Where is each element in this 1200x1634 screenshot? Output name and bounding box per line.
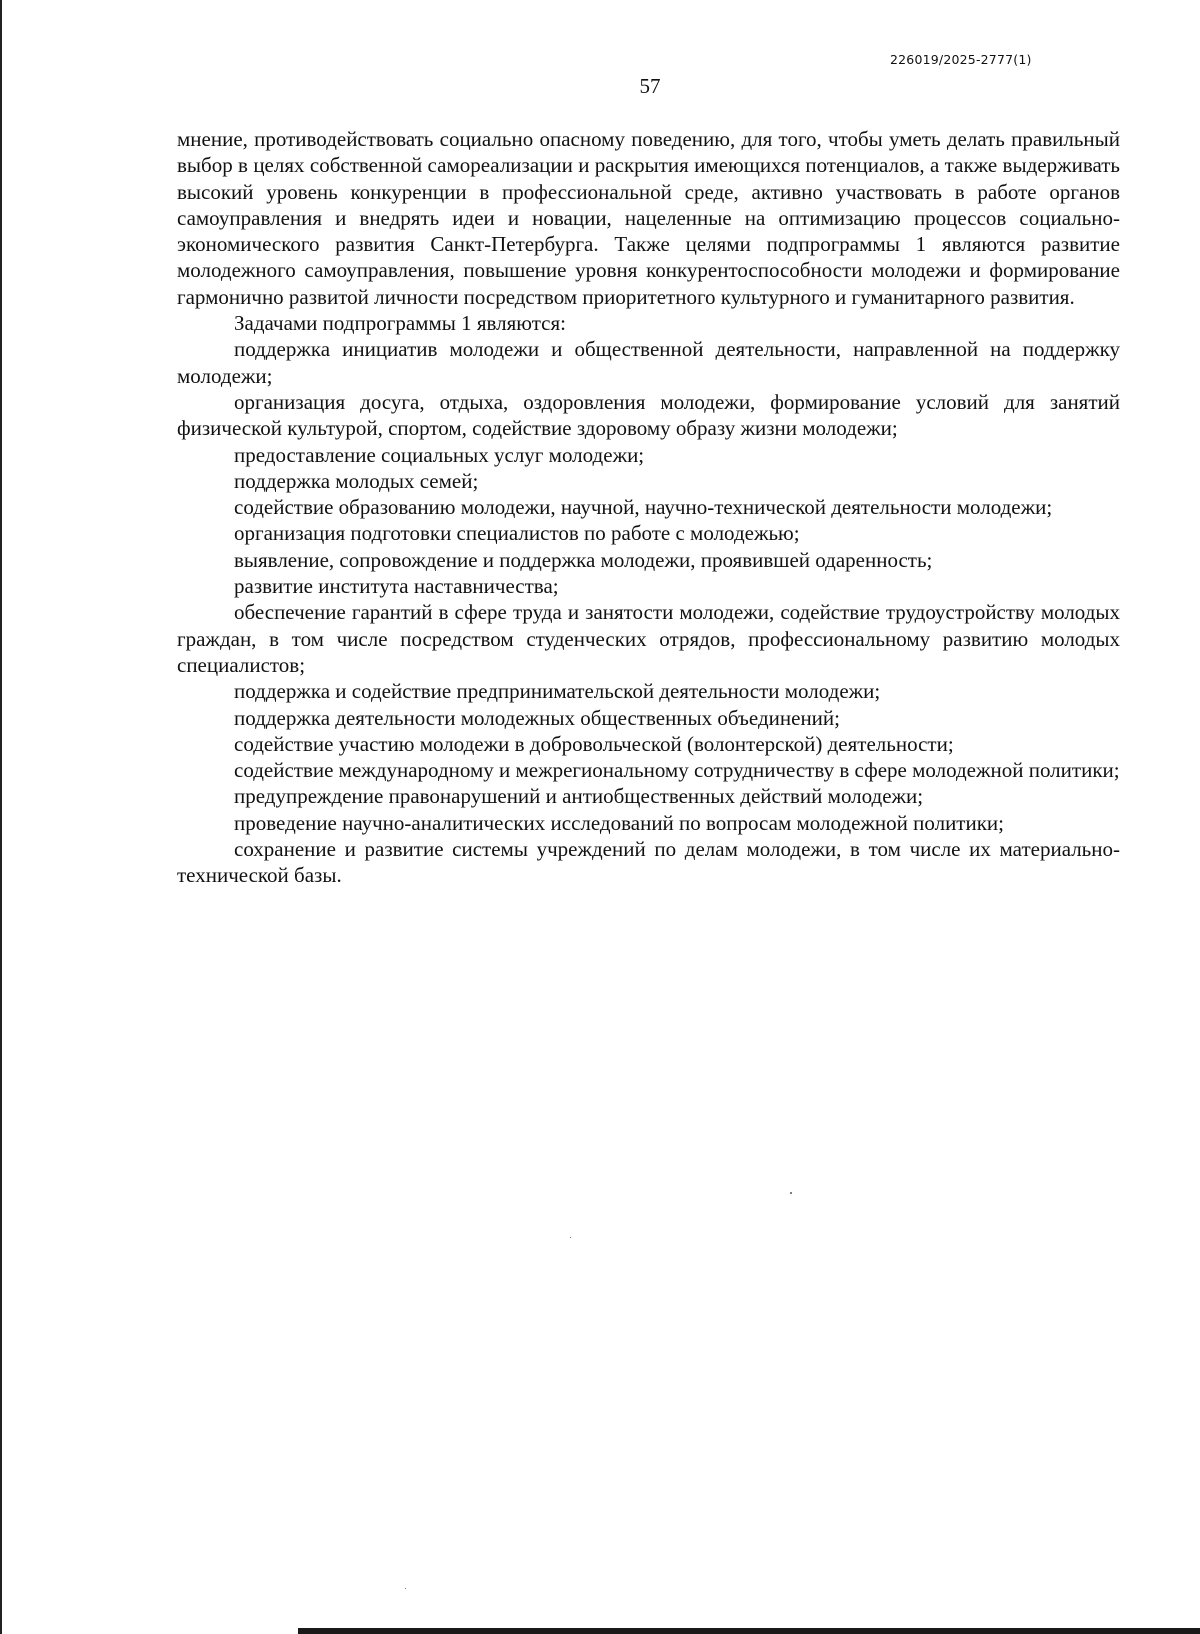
document-body (177, 126, 1120, 889)
list-item: поддержка деятельности молодежных общественных объединений; (234, 705, 840, 730)
scan-speck (790, 1192, 792, 1194)
list-item: выявление, сопровождение и поддержка молодежи, проявившей одаренность; (234, 547, 933, 572)
paragraph: Задачами подпрограммы 1 являются: (234, 311, 566, 336)
scan-speck (405, 1588, 406, 1589)
list-item: предоставление социальных услуг молодежи; (234, 442, 645, 467)
paragraph: мнение, противодействовать социально опасному поведению, для того, чтобы уметь делать правильный выбор в целях собственной самореализации и раскрытия имеющихся потенциалов, а также выдерживать высокий уровень конкуренции в профессиональной среде, активно участвовать в работе органов самоуправления и внедрять идеи и новации, нацеленные на оптимизацию процессов социально-экономического развития Санкт-Петербурга. Также целями подпрограммы 1 являются развитие молодежного самоуправления, повышение уровня конкурентоспособности молодежи и формирование гармонично развитой личности посредством приоритетного культурного и гуманитарного развития. (177, 127, 1120, 309)
page-number: 57 (639, 74, 661, 98)
list-item: проведение научно-аналитических исследований по вопросам молодежной политики; (234, 810, 1004, 835)
list-item: обеспечение гарантий в сфере труда и занятости молодежи, содействие трудоустройству молодых граждан, в том числе посредством студенческих отрядов, профессиональному развитию молодых специалистов; (177, 600, 1120, 677)
list-item: предупреждение правонарушений и антиобщественных действий молодежи; (234, 784, 924, 809)
list-item: развитие института наставничества; (234, 574, 559, 599)
document-registration-number: 226019/2025-2777(1) (890, 52, 1032, 67)
scan-edge-left (0, 0, 2, 1634)
list-item: организация подготовки специалистов по работе с молодежью; (234, 521, 800, 546)
list-item: содействие образованию молодежи, научной, научно-технической деятельности молодежи; (234, 495, 1053, 520)
list-item: организация досуга, отдыха, оздоровления молодежи, формирование условий для занятий физической культурой, спортом, содействие здоровому образу жизни молодежи; (177, 389, 1120, 441)
list-item: содействие участию молодежи в добровольческой (волонтерской) деятельности; (234, 731, 954, 756)
list-item: поддержка и содействие предпринимательской деятельности молодежи; (234, 679, 881, 704)
list-item: поддержка молодых семей; (234, 468, 479, 493)
list-item: содействие международному и межрегиональному сотрудничеству в сфере молодежной политики; (234, 758, 1120, 783)
scan-edge-bottom (298, 1628, 1200, 1634)
list-item: поддержка инициатив молодежи и общественной деятельности, направленной на поддержку молодежи; (177, 337, 1120, 388)
scan-speck (570, 1237, 571, 1238)
list-item: сохранение и развитие системы учреждений по делам молодежи, в том числе их материально-технической базы. (177, 837, 1120, 888)
